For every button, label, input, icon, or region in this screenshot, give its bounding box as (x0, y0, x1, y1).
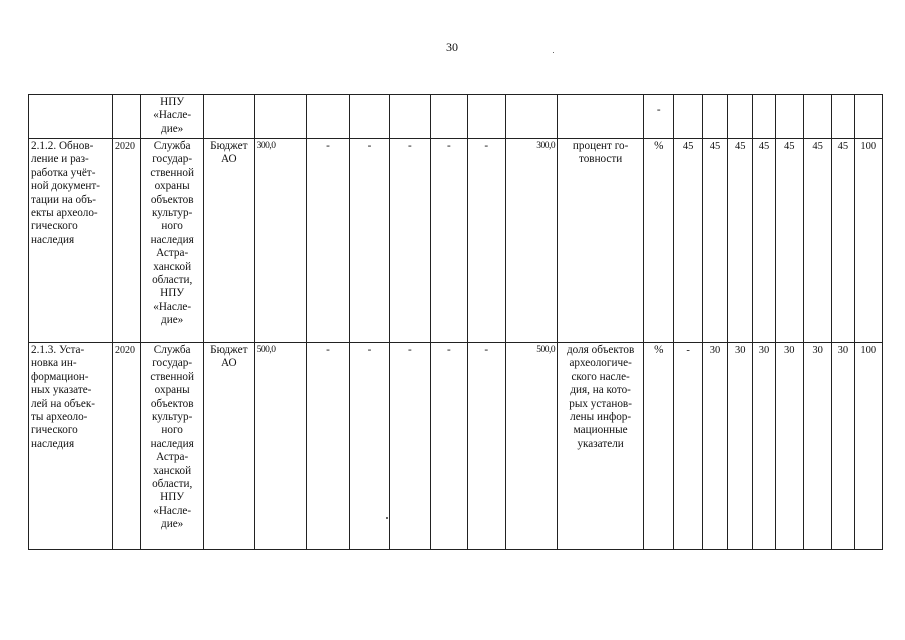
value-cell: 45 (753, 139, 775, 343)
year-cell: 2020 (112, 343, 140, 550)
value-cell: 100 (854, 139, 882, 343)
value-cell: 30 (702, 343, 727, 550)
amount-total-cell: 300,0 (505, 139, 558, 343)
funding-source-cell: Бюджет АО (204, 139, 255, 343)
dash-mark: - (656, 104, 661, 116)
cell-empty (112, 95, 140, 139)
executor-line: дие» (161, 122, 184, 135)
value-cell: 45 (803, 139, 831, 343)
indicator-cell: процент го- товности (558, 139, 644, 343)
program-table (28, 94, 883, 550)
dash-cell: - (390, 139, 430, 343)
dash-cell: - (468, 139, 505, 343)
value-cell: 30 (728, 343, 753, 550)
amount-cell: 500,0 (254, 343, 307, 550)
value-cell: 100 (854, 343, 882, 550)
dash-cell: - (307, 139, 349, 343)
amount-total-cell: 500,0 (505, 343, 558, 550)
dash-cell: - (349, 139, 389, 343)
executor-cell: Служба государ- ственной охраны объектов культур- ного наследия Астра- ханской области, НПУ «Насле- дие» (141, 343, 204, 550)
funding-source-cell: Бюджет АО (204, 343, 255, 550)
dash-cell: - (430, 139, 467, 343)
dash-cell: - (430, 343, 467, 550)
dash-cell: - (468, 343, 505, 550)
unit-cell: % (644, 139, 674, 343)
unit-cell: % (644, 343, 674, 550)
table-row (29, 139, 883, 343)
value-cell: 45 (674, 139, 702, 343)
unit-cell (644, 95, 674, 139)
executor-cell: Служба государ- ственной охраны объектов культур- ного наследия Астра- ханской области, НПУ «Насле- дие» (141, 139, 204, 343)
value-cell: 30 (753, 343, 775, 550)
dash-cell: - (307, 343, 349, 550)
measure-name-cell: 2.1.3. Уста- новка ин- формацион- ных указате- лей на объек- ты археоло- гического наследия (29, 343, 113, 550)
executor-line: НПУ (160, 96, 185, 108)
value-cell: 30 (832, 343, 854, 550)
value-cell: 45 (775, 139, 803, 343)
value-cell: 30 (803, 343, 831, 550)
continuation-row (29, 95, 883, 139)
dash-cell: - (349, 343, 389, 550)
dash-cell: - (390, 343, 430, 550)
value-cell: 45 (728, 139, 753, 343)
scan-speck (386, 517, 388, 519)
year-cell: 2020 (112, 139, 140, 343)
measure-name-cell: 2.1.2. Обнов- ление и раз- работка учёт- ной документ- тации на объ- екты археоло- гического наследия (29, 139, 113, 343)
value-cell: - (674, 343, 702, 550)
indicator-cell: доля объектов археологиче- ского насле- дия, на кото- рых установ- лены инфор- мационные указатели (558, 343, 644, 550)
value-cell: 45 (702, 139, 727, 343)
value-cell: 30 (775, 343, 803, 550)
executor-line: «Насле- (153, 109, 192, 122)
page-number: 30 (446, 40, 458, 54)
value-cell: 45 (832, 139, 854, 343)
executor-cell (141, 95, 204, 139)
cell-empty (29, 95, 113, 139)
amount-cell: 300,0 (254, 139, 307, 343)
table-row (29, 343, 883, 550)
scan-speck (553, 52, 554, 53)
